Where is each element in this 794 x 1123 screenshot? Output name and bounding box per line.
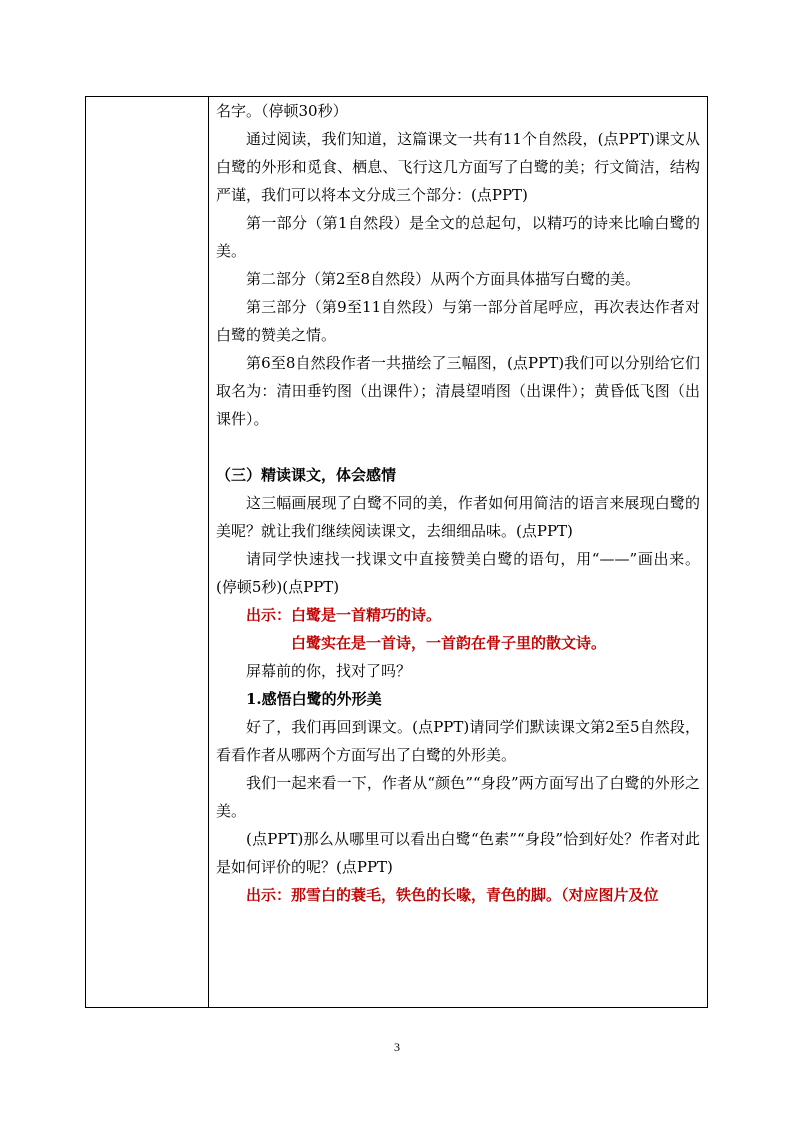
text-paragraph: 通过阅读，我们知道，这篇课文一共有11个自然段，(点PPT)课文从白鹭的外形和觅食、栖息、飞行这几方面写了白鹭的美；行文简洁，结构严谨，我们可以将本文分成三个部分：(点PPT)	[216, 130, 700, 204]
subsection-heading: 1.感悟白鹭的外形美	[246, 690, 382, 708]
show-line: 出示：那雪白的蓑毛，铁色的长喙，青色的脚。（对应图片及位	[246, 886, 659, 904]
text-paragraph: 第一部分（第1自然段）是全文的总起句，以精巧的诗来比喻白鹭的美。	[216, 214, 700, 260]
text-line: 名字。（停顿30秒）	[216, 102, 348, 120]
text-paragraph: 第二部分（第2至8自然段）从两个方面具体描写白鹭的美。	[246, 270, 641, 288]
page-number: 3	[394, 1040, 400, 1054]
text-paragraph: 我们一起来看一下，作者从“颜色”“身段”两方面写出了白鹭的外形之美。	[216, 774, 700, 820]
text-paragraph: 第三部分（第9至11自然段）与第一部分首尾呼应，再次表达作者对白鹭的赞美之情。	[216, 298, 700, 344]
text-paragraph: 好了，我们再回到课文。(点PPT)请同学们默读课文第2至5自然段，看看作者从哪两个方面写出了白鹭的外形美。	[216, 718, 700, 764]
text-paragraph: 屏幕前的你，找对了吗？	[246, 662, 412, 680]
text-paragraph: (点PPT)那么从哪里可以看出白鹭“色素”“身段”恰到好处？作者对此是如何评价的呢？(点PPT)	[216, 830, 700, 876]
show-line: 白鹭实在是一首诗，一首韵在骨子里的散文诗。	[291, 634, 607, 652]
show-line: 出示：白鹭是一首精巧的诗。	[246, 606, 442, 624]
paragraph-gap	[216, 433, 700, 461]
column-divider	[208, 97, 209, 1007]
text-paragraph: 第6至8自然段作者一共描绘了三幅图，(点PPT)我们可以分别给它们取名为：清田垂钓图（出课件）；清晨望哨图（出课件）；黄昏低飞图（出课件）。	[216, 354, 700, 428]
lesson-table	[85, 96, 708, 1008]
text-paragraph: 这三幅画展现了白鹭不同的美，作者如何用简洁的语言来展现白鹭的美呢？就让我们继续阅读课文，去细细品味。(点PPT)	[216, 494, 700, 540]
text-paragraph: 请同学快速找一找课文中直接赞美白鹭的语句，用“——”画出来。(停顿5秒)(点PPT)	[216, 550, 700, 596]
section-heading: （三）精读课文，体会感情	[216, 466, 397, 484]
lesson-content	[216, 97, 700, 909]
left-column-cell	[86, 97, 208, 1007]
